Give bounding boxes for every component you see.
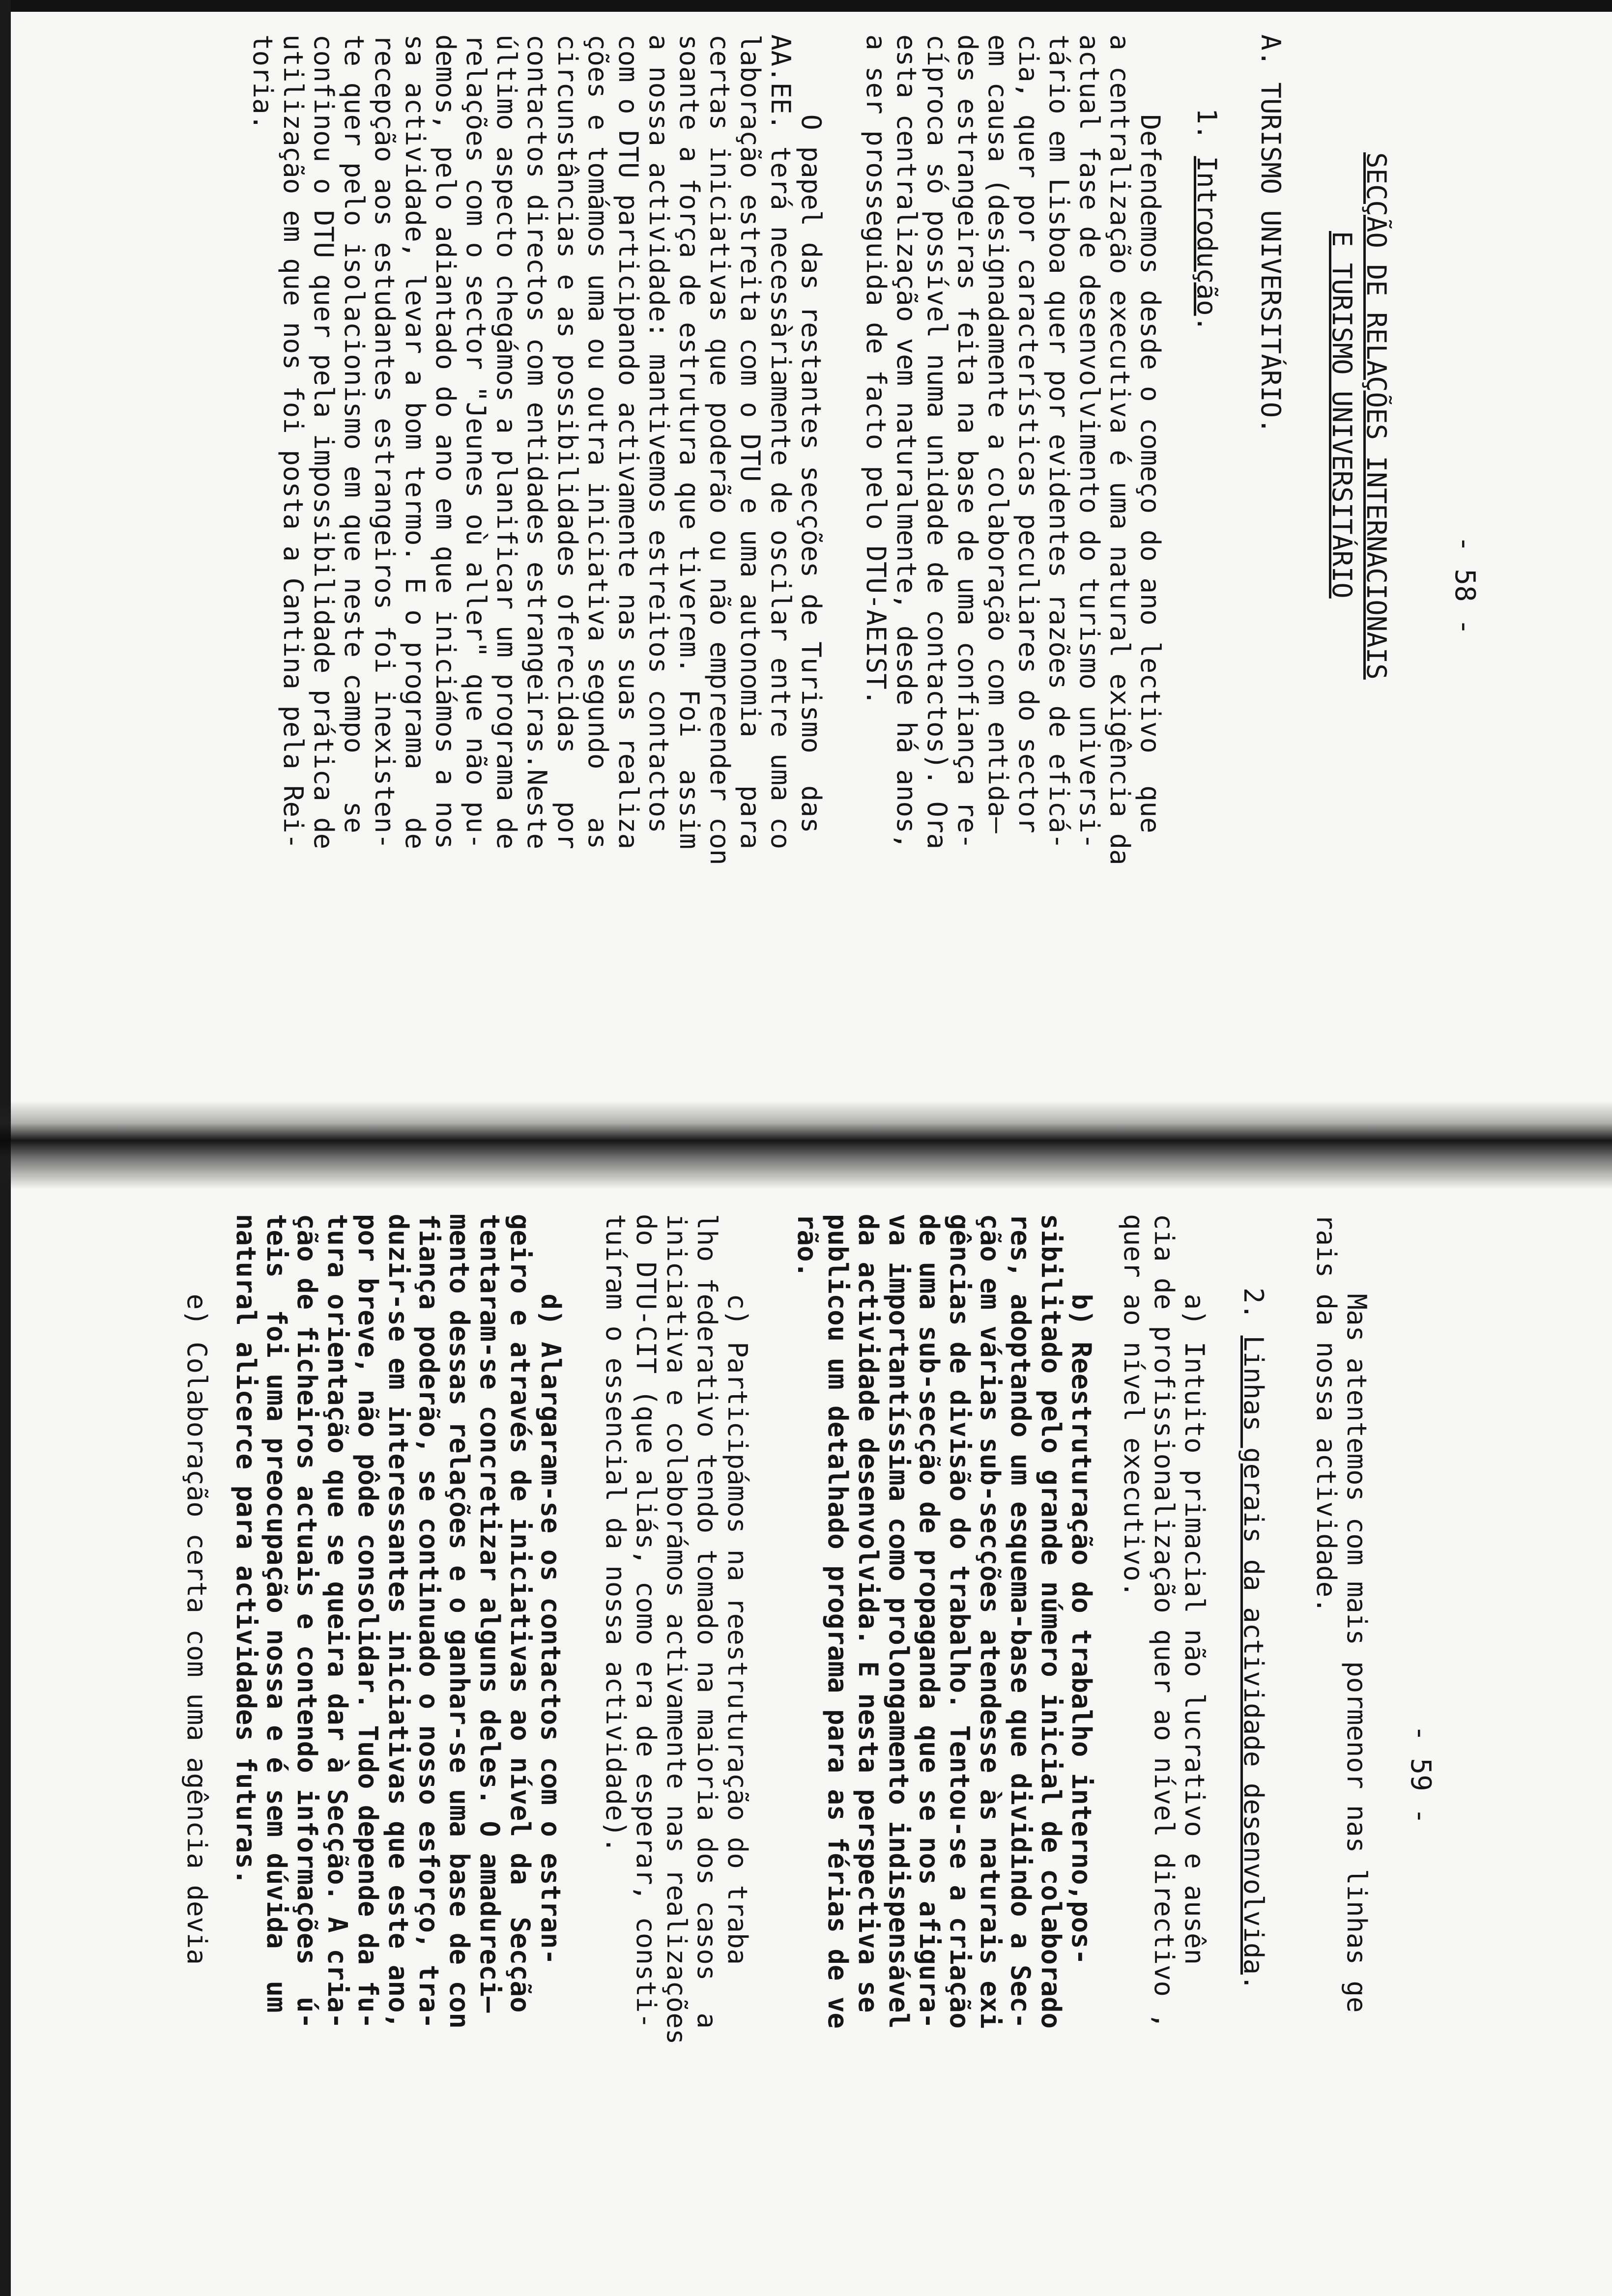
text-line: cia, quer por características peculiares do sector [1013, 34, 1044, 833]
text-line: d) Alargaram-se os contactos com o estran- [535, 1214, 566, 1965]
heading-introducao: 1. Introdução. [1191, 108, 1222, 332]
text-line: relações com o sector "Jeunes où aller" que não pu- [461, 34, 491, 850]
text-line: contactos directos com entidades estrangeiras.Neste [521, 34, 552, 850]
text-line: ção em várias sub-secções atendesse às naturais exi [975, 1214, 1006, 2029]
heading-introducao-text: Introdução [1191, 156, 1222, 316]
text-line: lho federativo tendo tomado na maioria dos casos a [691, 1214, 722, 2029]
text-line: certas iniciativas que poderão ou não empreender con [704, 34, 735, 865]
page-number: - 58 - [1449, 536, 1481, 635]
page-59 [59, 1214, 1435, 2270]
text-line: fiança poderão, se continuado o nosso esforço, tra- [413, 1214, 444, 2029]
text-line: demos, pelo adiantado do ano em que iniciámos a nos [430, 34, 461, 850]
text-line: último aspecto chegámos a planificar um programa de [491, 34, 522, 850]
text-line: ção de ficheiros actuais e contendo informações ú- [291, 1214, 322, 2029]
text-line: ções e tomámos uma ou outra iniciativa segundo as [582, 34, 613, 850]
text-line: O papel das restantes secções de Turismo das [796, 34, 827, 833]
text-line: teis foi uma preocupação nossa e é sem dúvida um [261, 1214, 292, 2013]
text-line: des estrangeiras feita na base de uma confiança re- [952, 34, 983, 850]
text-line: rais da nossa actividade. [1311, 1214, 1342, 1613]
text-line: utilização em que nos foi posta a Cantina pela Rei- [278, 34, 309, 850]
text-line: tuíram o essencial da nossa actividade). [600, 1214, 631, 1853]
text-line: va importantíssima como prolongamento indispensável [883, 1214, 914, 2029]
text-line: confinou o DTU quer pela impossibilidade prática de [308, 34, 339, 850]
text-line: a ser prosseguida de facto pelo DTU-AEIST. [861, 34, 892, 706]
text-line: tura orientação que se queira dar à Secção. A cria- [322, 1214, 353, 2029]
section-title-line2: E TURISMO UNIVERSITÁRIO [1326, 231, 1357, 599]
text-line: recepção aos estudantes estrangeiros foi inexisten- [369, 34, 400, 850]
text-line: Mas atentemos com mais pormenor nas linhas ge [1341, 1214, 1372, 2013]
text-line: esta centralização vem naturalmente, desde há anos, [891, 34, 922, 850]
scan-border-top [0, 0, 1612, 12]
text-line: quer ao nível executivo. [1118, 1214, 1149, 1598]
text-line: Defendemos desde o começo do ano lectivo que [1135, 34, 1166, 833]
heading-a: A. TURISMO UNIVERSITÁRIO. [1255, 34, 1286, 434]
text-line: c) Participámos na reestruturação do traba [722, 1214, 753, 1965]
book-gutter [0, 1101, 1612, 1189]
text-line: sa actividade, levar a bom termo. E o programa de [400, 34, 431, 850]
text-line: toria. [247, 34, 278, 131]
text-line: duzir-se em interessantes iniciativas que este ano, [383, 1214, 414, 2029]
text-line: tentaram-se concretizar alguns deles. O amadureci— [474, 1214, 505, 2013]
text-line: e) Colaboração certa com uma agência devia [181, 1214, 212, 1965]
text-line: soante a força de estrutura que tiverem. Foi assim [674, 34, 705, 850]
page-number: - 59 - [1405, 1725, 1437, 1825]
page-58 [54, 34, 1479, 1091]
text-line: te quer pelo isolacionismo em que neste campo se [339, 34, 370, 833]
text-line: cíproca só possível numa unidade de contactos). Ora [921, 34, 952, 850]
text-line: a nossa actividade: mantivemos estreitos contactos [643, 34, 674, 833]
text-line: a) Intuito primacial não lucrativo e ausên [1179, 1214, 1210, 1965]
text-line: mento dessas relações e o ganhar-se uma base de con [444, 1214, 475, 2029]
text-line: actual fase de desenvolvimento do turismo universi- [1074, 34, 1105, 850]
text-line: em causa (designadamente a colaboração com entida— [982, 34, 1013, 833]
heading-linhas-gerais-text: Linhas gerais da actividade desenvolvida [1238, 1335, 1269, 1975]
text-line: cia de profissionalização quer ao nível directivo , [1149, 1214, 1180, 2029]
text-line: circunstâncias e as possibilidades oferecidas por [552, 34, 583, 850]
text-line: geiro e através de iniciativas ao nível da Secção [505, 1214, 536, 2013]
heading-linhas-gerais: 2. Linhas gerais da actividade desenvolvida. [1238, 1288, 1269, 1991]
text-line: por breve, não pôde consolidar. Tudo depende da fu- [352, 1214, 383, 2029]
text-line: gências de divisão do trabalho. Tentou-se a criação [944, 1214, 975, 2029]
text-line: da actividade desenvolvida. E nesta perspectiva se [853, 1214, 884, 2013]
text-line: laboração estreita com o DTU e uma autonomia para [735, 34, 766, 850]
text-line: iniciativa e colaborámos activamente nas realizações [661, 1214, 692, 2045]
text-line: de uma sub-secção de propaganda que se nos afigura- [914, 1214, 945, 2029]
text-line: publicou um detalhado programa para as férias de ve [822, 1214, 853, 2029]
text-line: res, adoptando um esquema-base que dividindo a Sec- [1005, 1214, 1036, 2029]
text-line: natural alicerce para actividades futuras. [230, 1214, 261, 1885]
text-line: tário em Lisboa quer por evidentes razões de eficá- [1043, 34, 1074, 850]
text-line: a centralização executiva é uma natural exigência da [1104, 34, 1135, 865]
text-line: b) Reestruturação do trabalho interno,pos- [1066, 1214, 1097, 1965]
text-line: do DTU-CIT (que aliás, como era de esperar, consti- [631, 1214, 662, 2029]
text-line: com o DTU participando activamente nas suas realiza [613, 34, 644, 850]
section-title-line1: SECÇÃO DE RELAÇÕES INTERNACIONAIS [1361, 152, 1392, 680]
text-line: sibilitado pelo grande número inicial de colaborado [1036, 1214, 1066, 2029]
text-line: AA.EE. terá necessàriamente de oscilar entre uma co [765, 34, 796, 850]
text-line: rão. [792, 1214, 823, 1278]
